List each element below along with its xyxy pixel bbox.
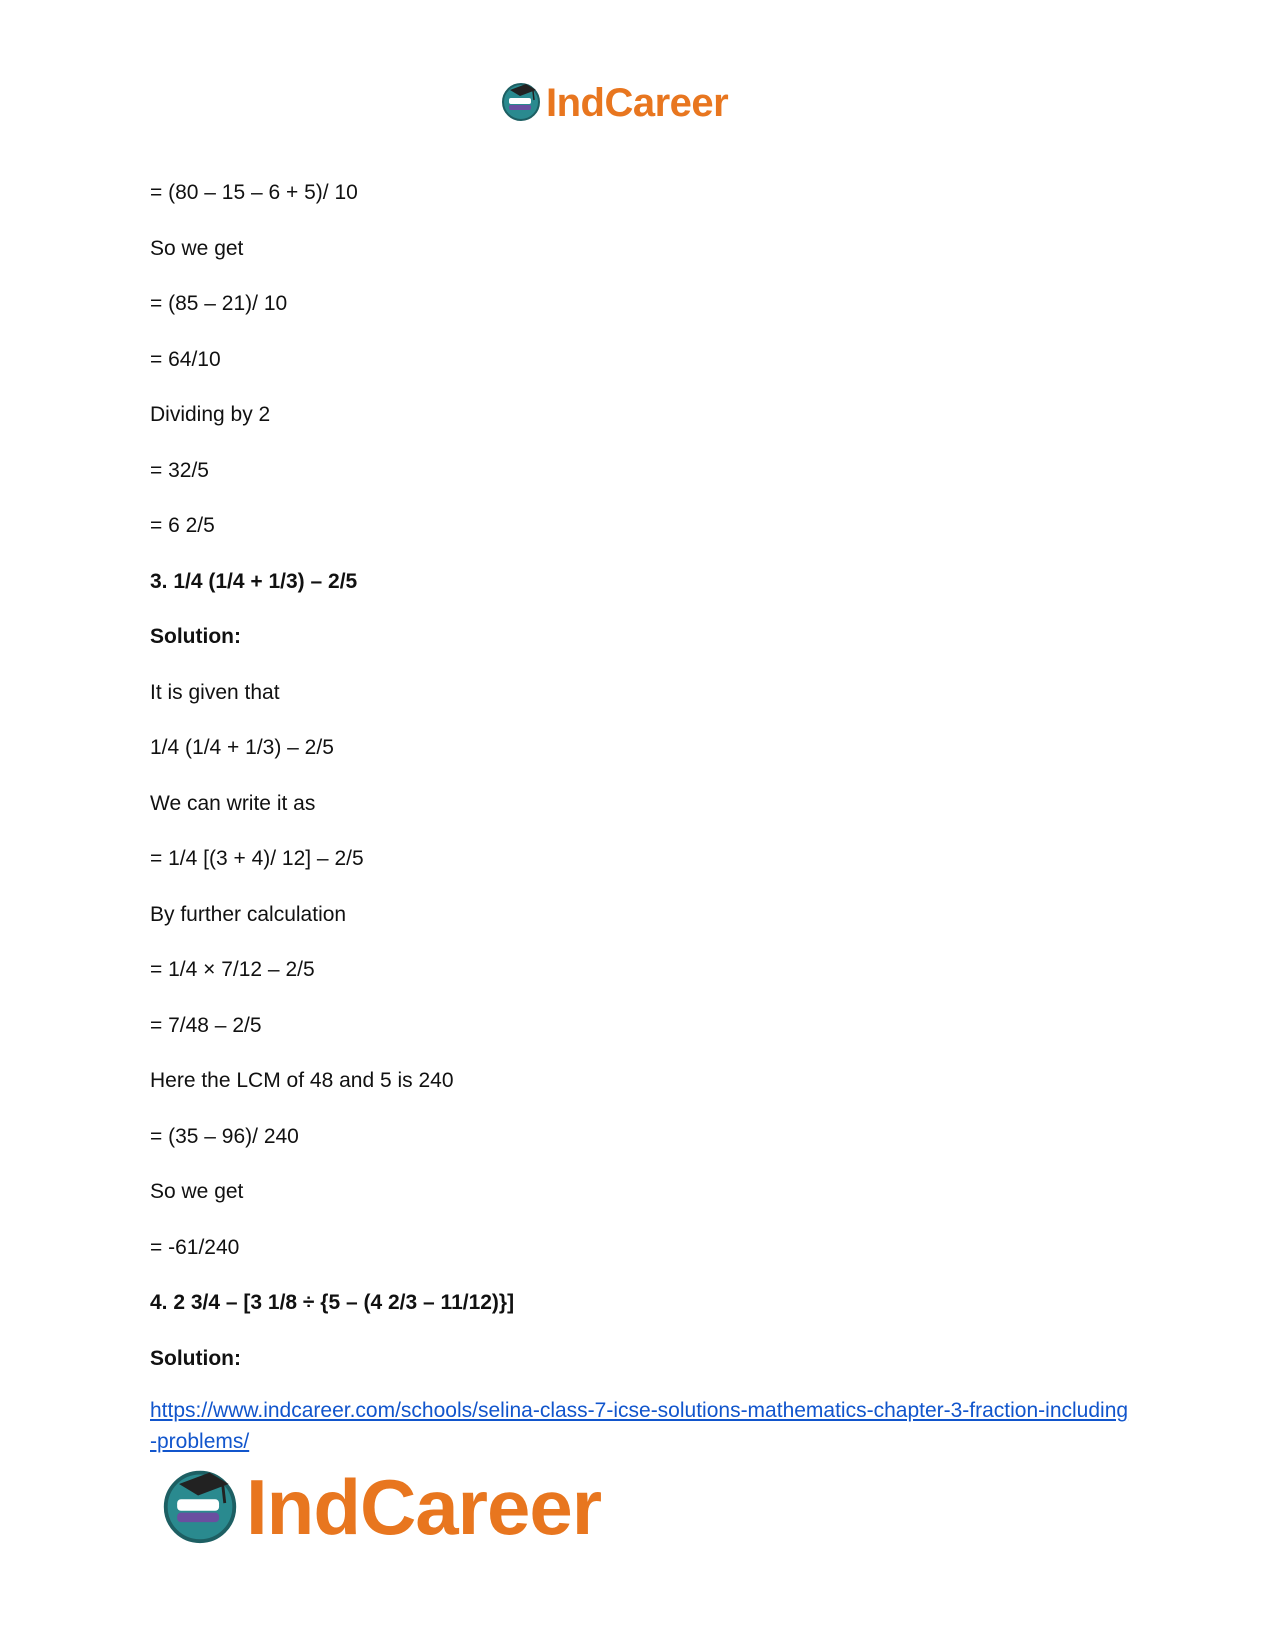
heading-line: 4. 2 3/4 – [3 1/8 ÷ {5 – (4 2/3 – 11/12)}]: [150, 1291, 515, 1314]
text-line: 1/4 (1/4 + 1/3) – 2/5: [150, 736, 334, 759]
text-line: It is given that: [150, 680, 280, 704]
footer-logo: [160, 1462, 601, 1552]
heading-line: 3. 1/4 (1/4 + 1/3) – 2/5: [150, 569, 358, 593]
logo-globe-icon: [160, 1465, 240, 1550]
logo-text: IndCareer: [246, 1462, 602, 1551]
header-logo: [500, 78, 728, 128]
text-line: = 7/48 – 2/5: [150, 1013, 262, 1037]
text-line: So we get: [150, 236, 244, 260]
logo-text: IndCareer: [546, 80, 729, 125]
text-line: By further calculation: [150, 902, 347, 926]
text-line: = (85 – 21)/ 10: [150, 292, 288, 315]
text-line: Dividing by 2: [150, 403, 271, 426]
heading-line: Solution:: [150, 1346, 241, 1370]
source-link[interactable]: https://www.indcareer.com/schools/selina-class-7-icse-solutions-mathematics-chapter-3-fraction-including-problems/: [150, 1399, 1129, 1453]
text-line: Here the LCM of 48 and 5 is 240: [150, 1069, 454, 1092]
text-line: = 1/4 [(3 + 4)/ 12] – 2/5: [150, 847, 364, 870]
text-line: = (80 – 15 – 6 + 5)/ 10: [150, 181, 358, 204]
text-line: = 64/10: [150, 347, 221, 371]
text-line: = -61/240: [150, 1235, 240, 1259]
text-line: = 32/5: [150, 458, 209, 482]
text-line: = 1/4 × 7/12 – 2/5: [150, 958, 315, 981]
text-line: So we get: [150, 1180, 244, 1203]
heading-line: Solution:: [150, 625, 241, 648]
text-line: We can write it as: [150, 791, 316, 815]
text-line: = (35 – 96)/ 240: [150, 1124, 299, 1148]
logo-globe-icon: [500, 80, 542, 127]
text-line: = 6 2/5: [150, 514, 215, 537]
